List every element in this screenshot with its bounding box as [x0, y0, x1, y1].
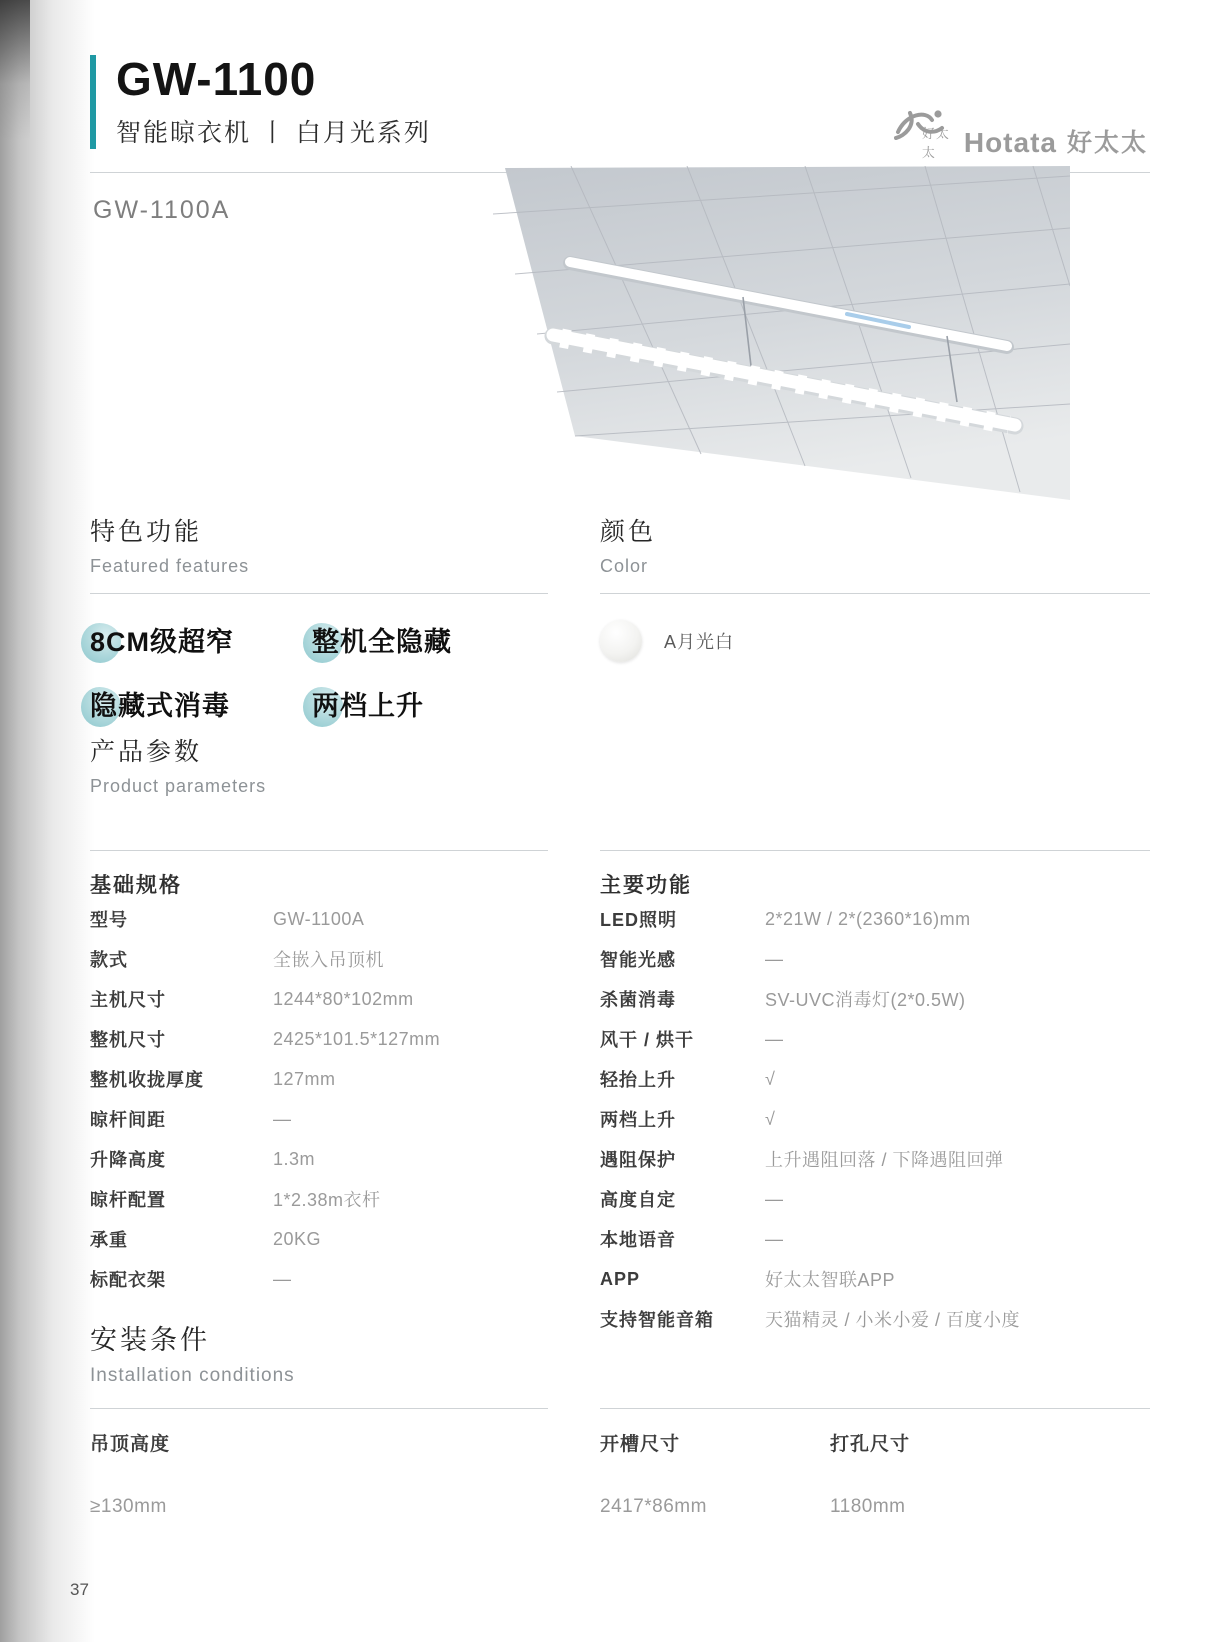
- features-title: 特色功能: [90, 518, 203, 546]
- table-row: [600, 1299, 1150, 1339]
- table-row: [90, 1179, 548, 1219]
- table-row: [600, 1139, 1150, 1179]
- brand-mark-icon: [892, 108, 950, 159]
- brand-logo: [892, 108, 1148, 159]
- spec-label: 轻抬上升: [600, 1070, 676, 1090]
- feature-badge: [312, 622, 548, 662]
- spec-label: 款式: [90, 950, 128, 970]
- spec-value: 2*21W / 2*(2360*16)mm: [765, 908, 971, 929]
- color-section: [600, 512, 1150, 662]
- spec-value: —: [765, 1228, 784, 1249]
- spec-label: 智能光感: [600, 950, 676, 970]
- spec-value: 天猫精灵 / 小米小爱 / 百度小度: [765, 1310, 1021, 1330]
- divider: [90, 1408, 548, 1409]
- table-row: [600, 1179, 1150, 1219]
- spec-label: 杀菌消毒: [600, 990, 676, 1010]
- color-swatch-label: A月光白: [664, 632, 735, 652]
- spec-value: —: [273, 1108, 292, 1129]
- install-value: 1180mm: [830, 1496, 906, 1517]
- feature-badge: [312, 686, 548, 726]
- table-row: [600, 899, 1150, 939]
- installation-head: [90, 1318, 295, 1387]
- spec-label: 承重: [90, 1230, 128, 1250]
- spec-label: 高度自定: [600, 1190, 676, 1210]
- spec-value: 1.3m: [273, 1148, 316, 1169]
- feature-label: 整机全隐藏: [312, 627, 452, 657]
- table-row: [90, 899, 548, 939]
- spec-value: SV-UVC消毒灯(2*0.5W): [765, 990, 966, 1010]
- install-label: 吊顶高度: [90, 1434, 171, 1455]
- spec-label: 主机尺寸: [90, 990, 166, 1010]
- features-section: [90, 512, 548, 726]
- feature-label: 8CM级超窄: [90, 627, 235, 657]
- table-row: [90, 1139, 548, 1179]
- title-block: [90, 55, 431, 149]
- color-swatch-row: [600, 620, 1150, 662]
- table-row: [600, 979, 1150, 1019]
- parameters-subtitle: Product parameters: [90, 776, 267, 796]
- spec-value: —: [765, 1028, 784, 1049]
- table-row: [90, 1259, 548, 1299]
- install-value: ≥130mm: [90, 1496, 167, 1517]
- table-row: [600, 1219, 1150, 1259]
- table-row: [90, 979, 548, 1019]
- spec-value: 127mm: [273, 1068, 336, 1089]
- basic-specs-header: 基础规格: [90, 874, 182, 897]
- brand-mark-caption: 好太太: [921, 126, 950, 160]
- divider: [600, 850, 1150, 851]
- main-functions-table: [600, 850, 1150, 1339]
- installation-title: 安装条件: [90, 1325, 210, 1355]
- installation-right: [600, 1408, 1150, 1518]
- ceiling-plane: [505, 166, 1070, 500]
- table-row: [90, 1099, 548, 1139]
- spec-label: 升降高度: [90, 1150, 166, 1170]
- install-item: [600, 1429, 830, 1518]
- table-row: [600, 1059, 1150, 1099]
- feature-badges: [90, 622, 548, 726]
- spec-label: 型号: [90, 910, 128, 930]
- feature-badge: [90, 686, 312, 726]
- spec-value: —: [273, 1268, 292, 1289]
- page-subtitle: 智能晾衣机 丨 白月光系列: [116, 119, 431, 148]
- spec-value: √: [765, 1068, 776, 1089]
- table-row: [90, 1219, 548, 1259]
- spec-value: 1244*80*102mm: [273, 988, 414, 1009]
- parameters-title: 产品参数: [90, 738, 203, 766]
- table-row: [90, 1059, 548, 1099]
- spec-label: APP: [600, 1268, 641, 1289]
- spec-value: 全嵌入吊顶机: [273, 950, 384, 970]
- spec-value: √: [765, 1108, 776, 1129]
- spec-value: 2425*101.5*127mm: [273, 1028, 441, 1049]
- spec-value: —: [765, 1188, 784, 1209]
- spec-value: 上升遇阻回落 / 下降遇阻回弹: [765, 1150, 1004, 1170]
- table-row: [600, 1099, 1150, 1139]
- table-row: [600, 939, 1150, 979]
- model-label: GW-1100A: [93, 196, 231, 224]
- divider: [90, 593, 548, 594]
- installation-subtitle: Installation conditions: [90, 1365, 295, 1386]
- install-item: [830, 1429, 1150, 1518]
- spec-label: 整机收拢厚度: [90, 1070, 204, 1090]
- spec-label: 两档上升: [600, 1110, 676, 1130]
- spec-label: 遇阻保护: [600, 1150, 676, 1170]
- color-subtitle: Color: [600, 556, 649, 576]
- page-title: GW-1100: [116, 53, 317, 105]
- main-functions-header: 主要功能: [600, 874, 692, 897]
- spec-label: 整机尺寸: [90, 1030, 166, 1050]
- color-title: 颜色: [600, 518, 657, 546]
- page-header: [90, 55, 431, 149]
- parameters-head: [90, 732, 266, 797]
- spec-value: 20KG: [273, 1228, 322, 1249]
- spec-label: 晾杆间距: [90, 1110, 166, 1130]
- table-row: [90, 1019, 548, 1059]
- brand-name-cn: 好太太: [1066, 129, 1148, 157]
- spec-value: GW-1100A: [273, 908, 365, 929]
- brand-name-en: Hotata: [963, 127, 1057, 158]
- spec-label: 风干 / 烘干: [600, 1030, 695, 1050]
- spec-label: 晾杆配置: [90, 1190, 166, 1210]
- spec-label: 支持智能音箱: [600, 1310, 714, 1330]
- feature-label: 隐藏式消毒: [90, 691, 230, 721]
- spec-label: LED照明: [600, 910, 677, 930]
- product-photo: [475, 166, 1070, 514]
- table-row: [90, 939, 548, 979]
- install-label: 打孔尺寸: [830, 1434, 911, 1455]
- spec-value: 好太太智联APP: [765, 1270, 896, 1290]
- table-row: [600, 1019, 1150, 1059]
- features-subtitle: Featured features: [90, 556, 250, 576]
- divider: [90, 850, 548, 851]
- install-value: 2417*86mm: [600, 1496, 707, 1517]
- spec-label: 标配衣架: [90, 1270, 166, 1290]
- install-label: 开槽尺寸: [600, 1434, 681, 1455]
- feature-label: 两档上升: [312, 691, 424, 721]
- divider: [600, 1408, 1150, 1409]
- page-number: 37: [70, 1580, 89, 1599]
- table-row: [600, 1259, 1150, 1299]
- basic-specs-table: [90, 850, 548, 1299]
- spec-label: 本地语音: [600, 1230, 676, 1250]
- page-edge-gradient: [0, 0, 95, 1642]
- spec-value: —: [765, 948, 784, 969]
- spec-value: 1*2.38m衣杆: [273, 1190, 381, 1210]
- features-head: [90, 512, 548, 594]
- feature-badge: [90, 622, 312, 662]
- installation-left: [90, 1408, 548, 1518]
- color-head: [600, 512, 1150, 594]
- color-swatch-moonlight-white: [600, 620, 642, 662]
- divider: [600, 593, 1150, 594]
- install-item: [90, 1429, 548, 1518]
